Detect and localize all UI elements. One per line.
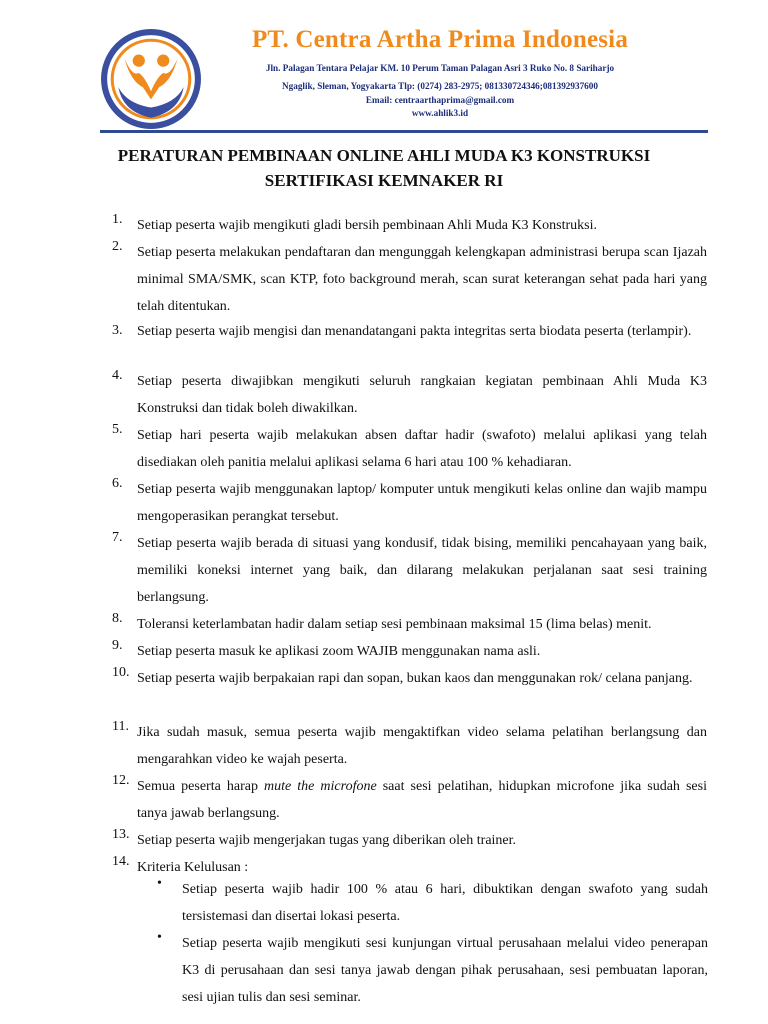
item-text: Setiap peserta wajib mengikuti gladi bersih pembinaan Ahli Muda K3 Konstruksi. xyxy=(137,218,597,233)
email: Email: centraarthaprima@gmail.com xyxy=(365,95,515,105)
item-number: 10. xyxy=(112,665,130,680)
header-rule xyxy=(100,130,708,133)
website: www.ahlik3.id xyxy=(411,108,469,118)
letterhead xyxy=(0,0,768,140)
item-text-emphasis: mute the microfone xyxy=(264,779,377,794)
item-number: 7. xyxy=(112,530,123,545)
address-line-2: Ngaglik, Sleman, Yogyakarta Tlp: (0274) 283-2975; 081330724346;081392937600 xyxy=(282,81,598,91)
title-line-1: PERATURAN PEMBINAAN ONLINE AHLI MUDA K3 KONSTRUKSI xyxy=(117,146,651,165)
item-number: 11. xyxy=(112,719,129,734)
company-logo-icon xyxy=(100,28,202,130)
item-text: Setiap peserta melakukan pendaftaran dan mengunggah kelengkapan administrasi berupa scan Ijazah minimal SMA/SMK, scan KTP, foto background merah, scan surat keterangan sehat pada hari yang telah ditentukan. xyxy=(137,245,707,314)
item-number: 5. xyxy=(112,422,123,437)
item-number: 13. xyxy=(112,827,130,842)
item-text-post: saat sesi pelatihan, hidupkan microfone jika sudah sesi tanya jawab berlangsung. xyxy=(137,779,707,821)
item-text-pre: Semua peserta harap xyxy=(137,779,264,794)
item-number: 4. xyxy=(112,368,123,383)
item-text: Setiap peserta wajib menggunakan laptop/ komputer untuk mengikuti kelas online dan wajib mampu mengoperasikan perangkat tersebut. xyxy=(137,482,707,524)
item-number: 14. xyxy=(112,854,130,869)
item-number: 3. xyxy=(112,323,123,338)
item-number: 1. xyxy=(112,212,123,227)
bullet-text: Setiap peserta wajib mengikuti sesi kunjungan virtual perusahaan melalui video penerapan K3 di perusahaan dan sesi tanya jawab dengan pihak perusahaan, sesi pembuatan laporan, sesi ujian tulis dan sesi seminar. xyxy=(182,936,708,1005)
item-number: 8. xyxy=(112,611,123,626)
item-text: Setiap peserta wajib berpakaian rapi dan sopan, bukan kaos dan menggunakan rok/ celana panjang. xyxy=(137,671,693,686)
item-number: 2. xyxy=(112,239,123,254)
item-text: Setiap peserta wajib mengerjakan tugas yang diberikan oleh trainer. xyxy=(137,833,517,848)
bullet-dot-icon: • xyxy=(157,876,162,891)
title-line-2: SERTIFIKASI KEMNAKER RI xyxy=(264,171,504,190)
item-text xyxy=(137,773,707,827)
document-title xyxy=(60,143,708,193)
item-text: Setiap hari peserta wajib melakukan absen daftar hadir (swafoto) melalui aplikasi yang telah disediakan oleh panitia melalui aplikasi selama 6 hari atau 100 % kehadiaran. xyxy=(137,428,707,470)
item-number: 12. xyxy=(112,773,130,788)
company-name: PT. Centra Artha Prima Indonesia xyxy=(251,26,629,53)
item-text: Kriteria Kelulusan : xyxy=(137,860,249,875)
item-text: Jika sudah masuk, semua peserta wajib mengaktifkan video selama pelatihan berlangsung dan mengarahkan video ke wajah peserta. xyxy=(137,725,707,767)
item-number: 6. xyxy=(112,476,123,491)
item-text: Setiap peserta wajib berada di situasi yang kondusif, tidak bising, memiliki pencahayaan yang baik, memiliki koneksi internet yang baik, dan dilarang melakukan perjalanan saat sesi training berlangsung. xyxy=(137,536,707,605)
bullet-text: Setiap peserta wajib hadir 100 % atau 6 hari, dibuktikan dengan swafoto yang sudah tersistemasi dan disertai lokasi peserta. xyxy=(182,882,708,924)
item-text: Setiap peserta wajib mengisi dan menandatangani pakta integritas serta biodata peserta (terlampir). xyxy=(137,324,692,339)
bullet-dot-icon: • xyxy=(157,930,162,945)
item-text: Setiap peserta masuk ke aplikasi zoom WAJIB menggunakan nama asli. xyxy=(137,644,541,659)
address-line-1: Jln. Palagan Tentara Pelajar KM. 10 Perum Taman Palagan Asri 3 Ruko No. 8 Sariharjo xyxy=(265,63,615,73)
item-text: Toleransi keterlambatan hadir dalam setiap sesi pembinaan maksimal 15 (lima belas) menit. xyxy=(137,617,652,632)
item-text: Setiap peserta diwajibkan mengikuti seluruh rangkaian kegiatan pembinaan Ahli Muda K3 Konstruksi dan tidak boleh diwakilkan. xyxy=(137,374,707,416)
item-number: 9. xyxy=(112,638,123,653)
